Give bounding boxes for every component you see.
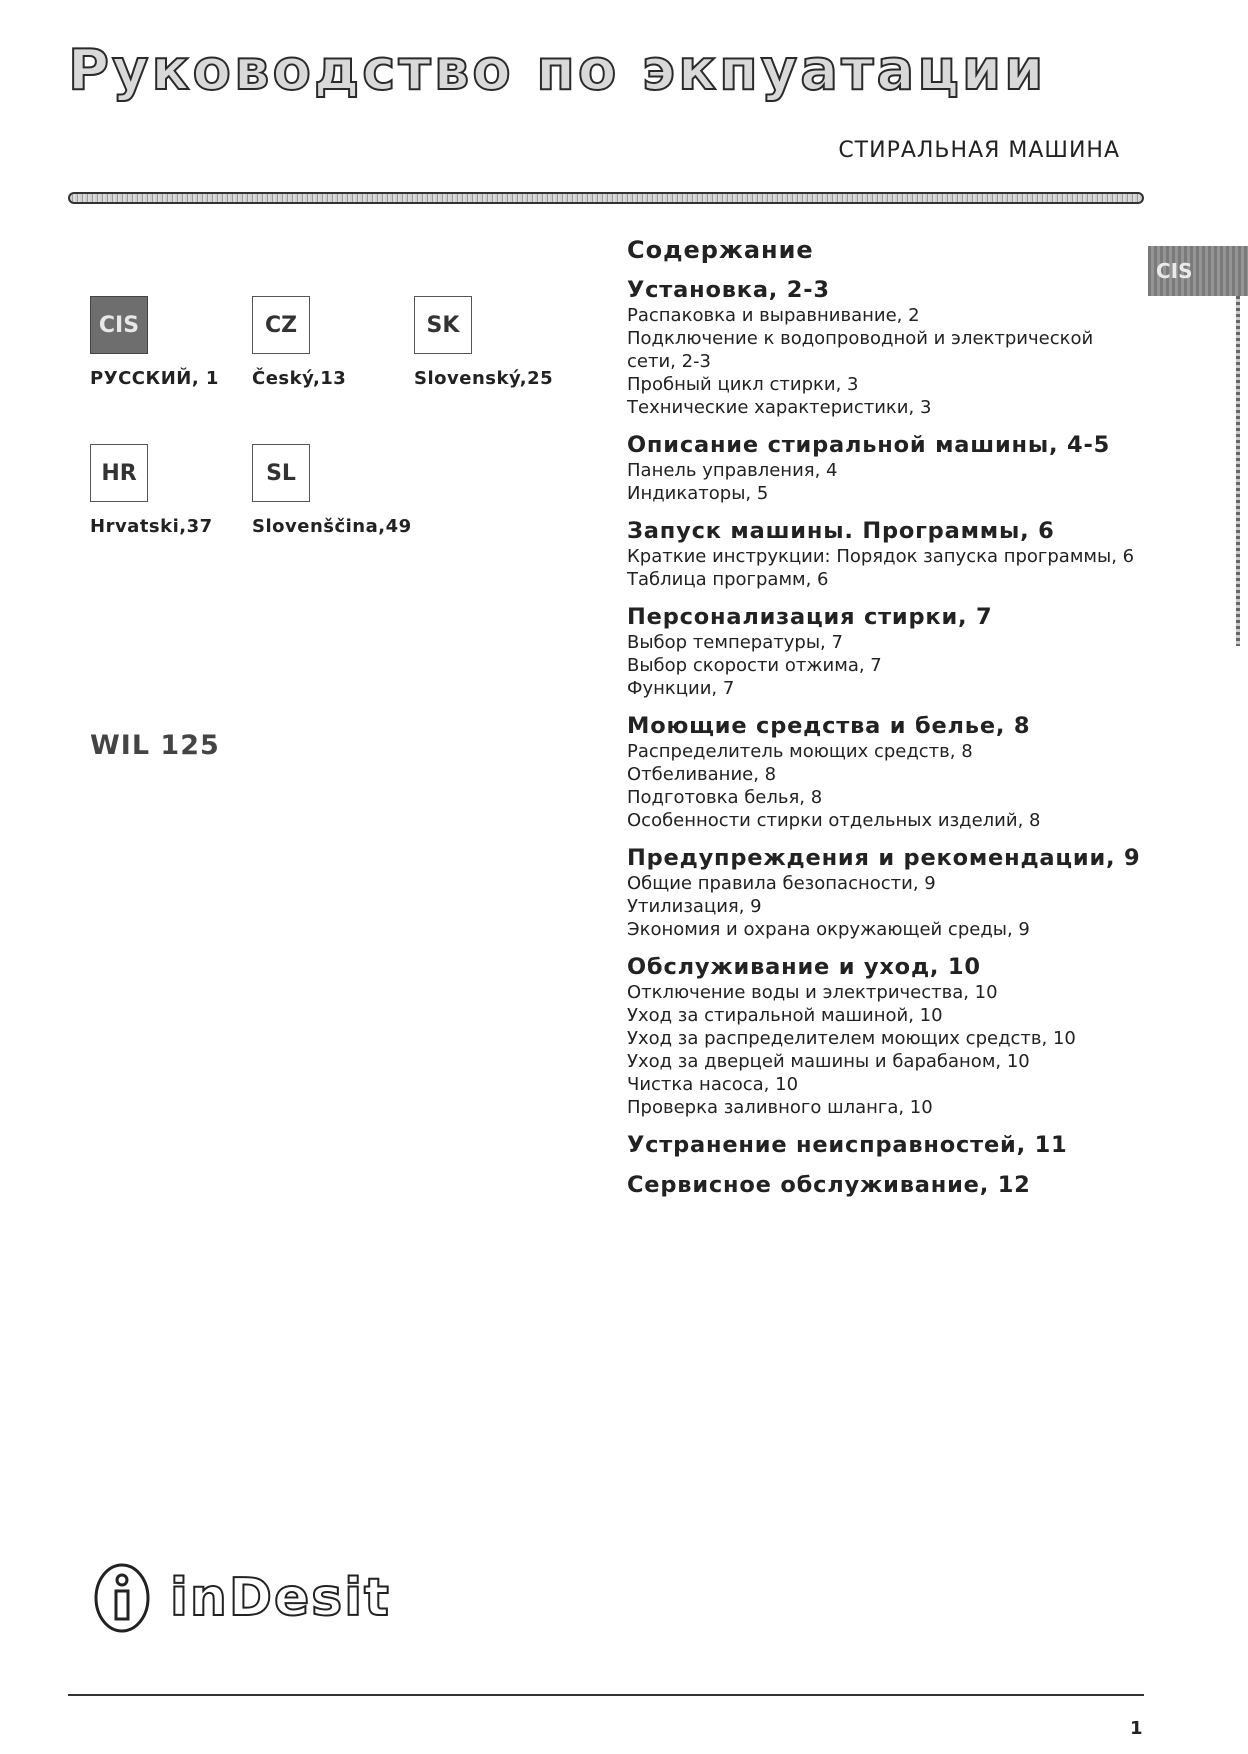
toc-section bbox=[627, 953, 1147, 1119]
header-divider bbox=[68, 192, 1144, 204]
toc-item[interactable]: Распределитель моющих средств, 8 bbox=[627, 741, 973, 762]
toc-section bbox=[627, 517, 1147, 591]
toc-section bbox=[627, 712, 1147, 832]
toc-item[interactable]: Уход за стиральной машиной, 10 bbox=[627, 1005, 943, 1026]
toc-item[interactable]: Подготовка белья, 8 bbox=[627, 787, 823, 808]
language-code-box[interactable]: SK bbox=[414, 296, 472, 354]
page-number: 1 bbox=[1130, 1718, 1143, 1739]
language-item-cis[interactable] bbox=[90, 296, 260, 389]
toc-section bbox=[627, 1171, 1147, 1199]
toc-item[interactable]: Распаковка и выравнивание, 2 bbox=[627, 305, 920, 326]
toc-item[interactable]: Выбор скорости отжима, 7 bbox=[627, 655, 882, 676]
toc-item[interactable]: Отбеливание, 8 bbox=[627, 764, 777, 785]
language-code-box[interactable]: SL bbox=[252, 444, 310, 502]
language-label: Hrvatski,37 bbox=[90, 516, 213, 537]
toc-item[interactable]: Отключение воды и электричества, 10 bbox=[627, 982, 998, 1003]
document-title: Руководство по экпуатации bbox=[68, 38, 1047, 103]
toc-item[interactable]: Уход за дверцей машины и барабаном, 10 bbox=[627, 1051, 1030, 1072]
toc-item[interactable]: Панель управления, 4 bbox=[627, 460, 838, 481]
toc-section bbox=[627, 276, 1147, 419]
info-circle-logo-icon bbox=[86, 1562, 158, 1634]
toc-section bbox=[627, 431, 1147, 505]
language-label: РУССКИЙ, 1 bbox=[90, 368, 219, 389]
brand-name: inDesit bbox=[170, 1568, 391, 1628]
document-subtitle: СТИРАЛЬНАЯ МАШИНА bbox=[838, 138, 1120, 163]
toc-item[interactable]: Чистка насоса, 10 bbox=[627, 1074, 799, 1095]
toc-item[interactable]: Проверка заливного шланга, 10 bbox=[627, 1097, 933, 1118]
language-item-sl[interactable] bbox=[252, 444, 422, 537]
language-label: Slovenský,25 bbox=[414, 368, 554, 389]
language-label: Český,13 bbox=[252, 368, 347, 389]
toc-item[interactable]: Технические характеристики, 3 bbox=[627, 397, 932, 418]
language-code-box[interactable]: CZ bbox=[252, 296, 310, 354]
toc-item[interactable]: Пробный цикл стирки, 3 bbox=[627, 374, 859, 395]
toc-item[interactable]: Экономия и охрана окружающей среды, 9 bbox=[627, 919, 1030, 940]
toc-item[interactable]: Выбор температуры, 7 bbox=[627, 632, 843, 653]
toc-section bbox=[627, 603, 1147, 700]
language-label: Slovenščina,49 bbox=[252, 516, 412, 537]
toc-item[interactable]: Индикаторы, 5 bbox=[627, 483, 769, 504]
toc-heading[interactable]: Установка, 2-3 bbox=[627, 277, 830, 303]
toc-title: Содержание bbox=[627, 236, 814, 264]
toc-heading[interactable]: Предупреждения и рекомендации, 9 bbox=[627, 845, 1141, 871]
page-edge-marks bbox=[1236, 296, 1240, 646]
toc-heading[interactable]: Персонализация стирки, 7 bbox=[627, 604, 993, 630]
toc-item[interactable]: Особенности стирки отдельных изделий, 8 bbox=[627, 810, 1041, 831]
toc-heading[interactable]: Устранение неисправностей, 11 bbox=[627, 1132, 1068, 1158]
language-item-cz[interactable] bbox=[252, 296, 422, 389]
toc-item[interactable]: Таблица программ, 6 bbox=[627, 569, 829, 590]
language-item-hr[interactable] bbox=[90, 444, 260, 537]
language-side-tab: CIS bbox=[1148, 246, 1248, 296]
toc-heading[interactable]: Описание стиральной машины, 4-5 bbox=[627, 432, 1111, 458]
toc-heading[interactable]: Обслуживание и уход, 10 bbox=[627, 954, 981, 980]
toc-heading[interactable]: Сервисное обслуживание, 12 bbox=[627, 1172, 1031, 1198]
toc-item[interactable]: Краткие инструкции: Порядок запуска программы, 6 bbox=[627, 546, 1135, 567]
toc-heading[interactable]: Запуск машины. Программы, 6 bbox=[627, 518, 1055, 544]
toc-item[interactable]: Подключение к водопроводной и электрической сети, 2-3 bbox=[627, 328, 1094, 372]
footer-divider bbox=[68, 1694, 1144, 1696]
model-number: WIL 125 bbox=[90, 730, 220, 761]
toc-heading[interactable]: Моющие средства и белье, 8 bbox=[627, 713, 1031, 739]
language-item-sk[interactable] bbox=[414, 296, 584, 389]
toc-item[interactable]: Функции, 7 bbox=[627, 678, 735, 699]
language-code-box[interactable]: CIS bbox=[90, 296, 148, 354]
toc-item[interactable]: Общие правила безопасности, 9 bbox=[627, 873, 936, 894]
toc-item[interactable]: Уход за распределителем моющих средств, 10 bbox=[627, 1028, 1076, 1049]
toc-section bbox=[627, 844, 1147, 941]
toc-item[interactable]: Утилизация, 9 bbox=[627, 896, 762, 917]
table-of-contents bbox=[627, 236, 1147, 1211]
toc-section bbox=[627, 1131, 1147, 1159]
language-code-box[interactable]: HR bbox=[90, 444, 148, 502]
brand-logo bbox=[86, 1562, 391, 1634]
